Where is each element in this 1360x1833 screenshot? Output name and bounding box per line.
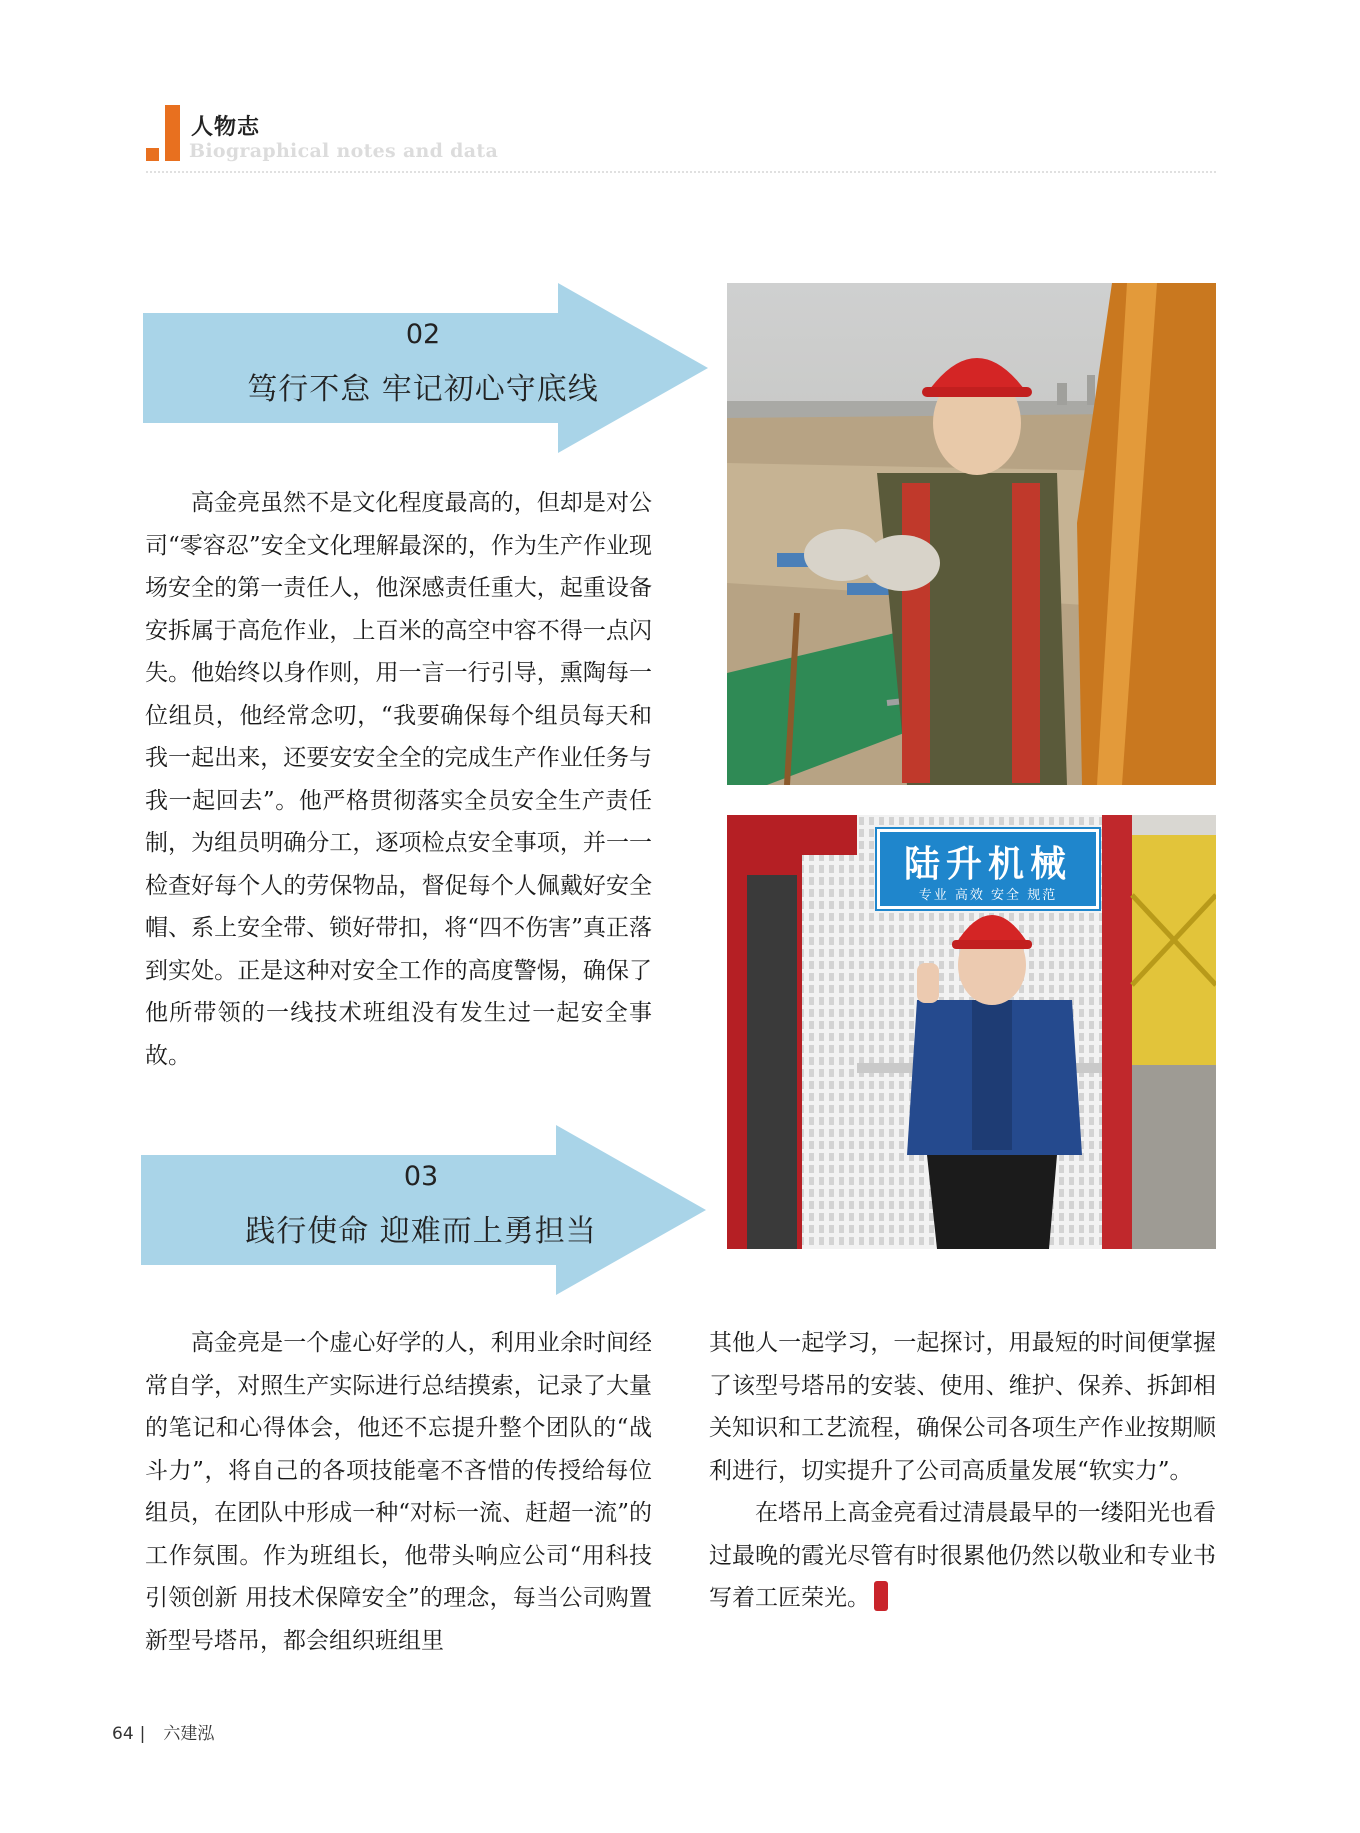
sign-slogan: 专业 高效 安全 规范 — [918, 888, 1058, 903]
heading-title: 笃行不怠 牢记初心守底线 — [247, 372, 599, 407]
paragraph-learning-continued: 其他人一起学习，一起探讨，用最短的时间便掌握了该型号塔吊的安装、使用、维护、保养、拆卸相关知识和工艺流程，确保公司各项生产作业按期顺利进行，切实提升了公司高质量发展“软实力”。 — [709, 1330, 1216, 1484]
photo-worker-at-hoist — [727, 815, 1216, 1249]
photo-worker-on-crane — [727, 283, 1216, 785]
sign-title: 陆升机械 — [903, 844, 1072, 885]
body-column-bottom-right — [709, 1322, 1216, 1620]
header-accent-square — [146, 148, 159, 161]
heading-number: 03 — [403, 1161, 439, 1192]
paragraph-closing — [709, 1492, 1216, 1620]
red-seal-icon — [874, 1581, 888, 1611]
body-column-bottom-left — [145, 1322, 652, 1662]
section-title: 人物志 — [191, 114, 261, 140]
body-column-top — [145, 482, 652, 1077]
paragraph-safety: 高金亮虽然不是文化程度最高的，但却是对公司“零容忍”安全文化理解最深的，作为生产作业现场安全的第一责任人，他深感责任重大，起重设备安拆属于高危作业，上百米的高空中容不得一点闪失。他始终以身作则，用一言一行引导，熏陶每一位组员，他经常念叨，“我要确保每个组员每天和我一起出来，还要安安全全的完成生产作业任务与我一起回去”。他严格贯彻落实全员安全生产责任制，为组员明确分工，逐项检点安全事项，并一一检查好每个人的劳保物品，督促每个人佩戴好安全帽、系上安全带、锁好带扣，将“四不伤害”真正落到实处。正是这种对安全工作的高度警惕，确保了他所带领的一线技术班组没有发生过一起安全事故。 — [145, 490, 652, 1069]
closing-text: 在塔吊上高金亮看过清晨最早的一缕阳光也看过最晚的霞光尽管有时很累他仍然以敬业和专业书写着工匠荣光。 — [709, 1500, 1216, 1611]
section-subtitle: Biographical notes and data — [189, 140, 499, 162]
heading-title: 践行使命 迎难而上勇担当 — [245, 1214, 597, 1249]
paragraph-learning: 高金亮是一个虚心好学的人，利用业余时间经常自学，对照生产实际进行总结摸索，记录了大量的笔记和心得体会，他还不忘提升整个团队的“战斗力”，将自己的各项技能毫不吝惜的传授给每位组员，在团队中形成一种“对标一流、赶超一流”的工作氛围。作为班组长，他带头响应公司“用科技引领创新 用技术保障安全”的理念，每当公司购置新型号塔吊，都会组织班组里 — [145, 1330, 652, 1654]
page-number: 64 — [112, 1724, 134, 1744]
header-accent-bar — [165, 105, 180, 161]
arrow-heading-02 — [143, 283, 708, 453]
page-footer — [112, 1719, 214, 1744]
arrow-heading-03 — [141, 1125, 706, 1295]
heading-number: 02 — [405, 319, 441, 350]
magazine-name: 六建泓 — [163, 1724, 215, 1744]
company-sign — [877, 829, 1099, 909]
footer-separator: | — [139, 1724, 146, 1744]
header-divider — [146, 171, 1216, 173]
